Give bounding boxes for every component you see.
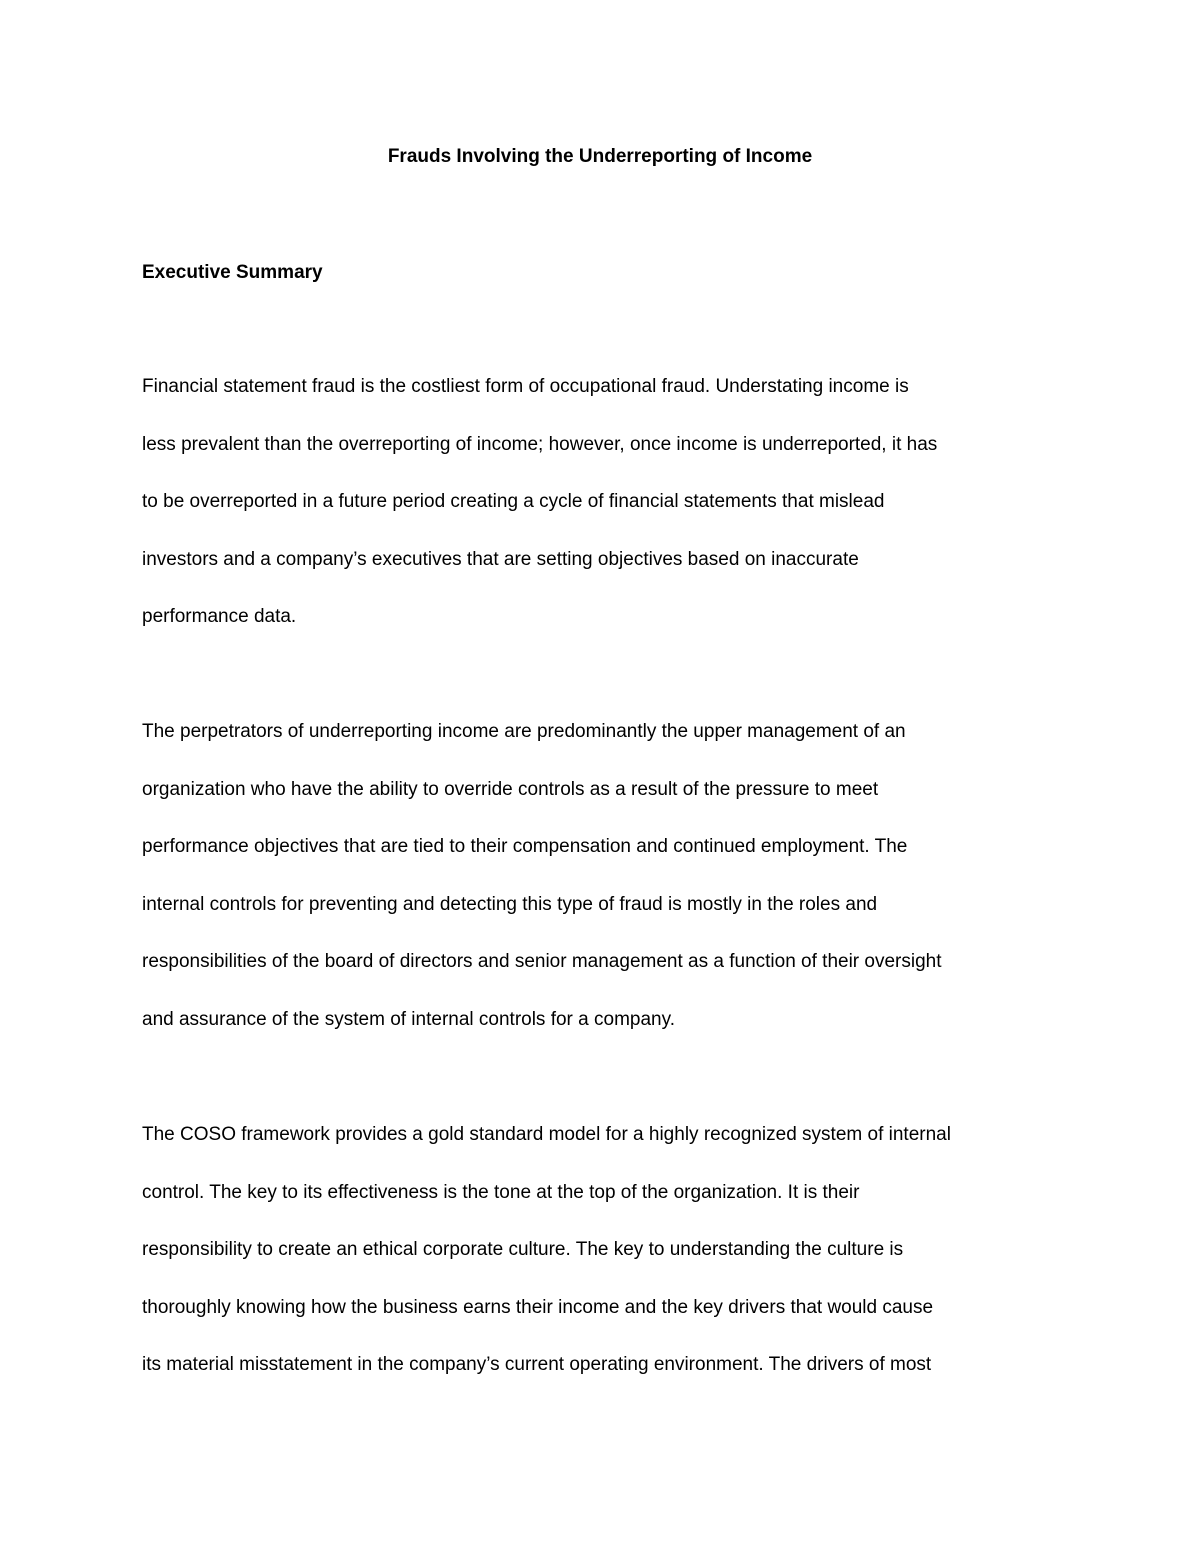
paragraph-line: responsibilities of the board of directors and senior management as a function of their oversight [142,951,942,973]
paragraph-line: performance data. [142,606,297,628]
paragraph-3 [142,1106,1072,1394]
paragraph-line: investors and a company’s executives that are setting objectives based on inaccurate [142,548,859,570]
paragraph-2 [142,703,1072,1049]
paragraph-line: The COSO framework provides a gold standard model for a highly recognized system of internal [142,1124,951,1145]
paragraph-line: organization who have the ability to override controls as a result of the pressure to meet [142,778,879,800]
paragraph-line: The perpetrators of underreporting income are predominantly the upper management of an [142,721,906,742]
paragraph-1 [142,358,1072,646]
paragraph-line: control. The key to its effectiveness is the tone at the top of the organization. It is their [142,1181,860,1203]
paragraph-line: internal controls for preventing and detecting this type of fraud is mostly in the roles and [142,893,878,915]
paragraph-line: its material misstatement in the company’s current operating environment. The drivers of most [142,1354,932,1376]
paragraph-line: thoroughly knowing how the business earns their income and the key drivers that would cause [142,1296,934,1318]
paragraph-line: responsibility to create an ethical corporate culture. The key to understanding the culture is [142,1239,904,1261]
paragraph-line: and assurance of the system of internal controls for a company. [142,1008,675,1030]
paragraph-line: performance objectives that are tied to their compensation and continued employment. The [142,836,908,858]
paragraph-line: Financial statement fraud is the costliest form of occupational fraud. Understating income is [142,376,909,397]
document-title: Frauds Involving the Underreporting of Income [387,146,813,167]
paragraph-line: less prevalent than the overreporting of income; however, once income is underreported, it has [142,433,938,455]
section-heading-executive-summary: Executive Summary [142,262,323,283]
paragraph-line: to be overreported in a future period creating a cycle of financial statements that mislead [142,491,885,513]
